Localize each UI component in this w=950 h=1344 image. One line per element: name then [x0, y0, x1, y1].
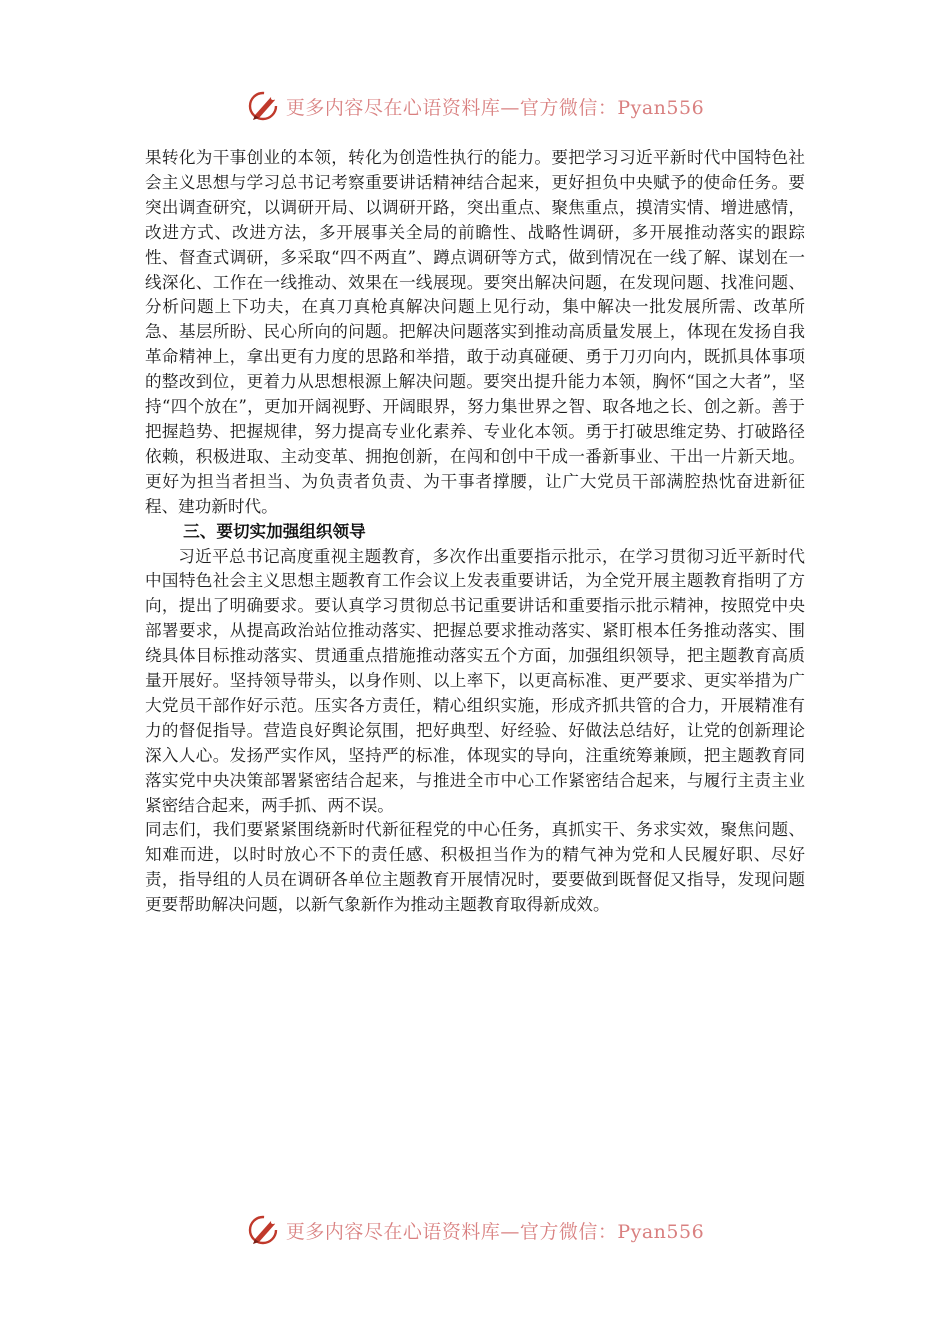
paragraph-continuation: 果转化为干事创业的本领，转化为创造性执行的能力。要把学习习近平新时代中国特色社会主义思想与学习总书记考察重要讲话精神结合起来，更好担负中央赋予的使命任务。要突出调查研究，以调研开局、以调研开路，突出重点、聚焦重点，摸清实情、增进感情，改进方式、改进方法，多开展事关全局的前瞻性、战略性调研，多开展推动落实的跟踪性、督查式调研，多采取“四不两直”、蹲点调研等方式，做到情况在一线了解、谋划在一线深化、工作在一线推动、效果在一线展现。要突出解决问题，在发现问题、找准问题、分析问题上下功夫，在真刀真枪真解决问题上见行动，集中解决一批发展所需、改革所急、基层所盼、民心所向的问题。把解决问题落实到推动高质量发展上，体现在发扬自我革命精神上，拿出更有力度的思路和举措，敢于动真碰硬、勇于刀刃向内，既抓具体事项的整改到位，更着力从思想根源上解决问题。要突出提升能力本领，胸怀“国之大者”，坚持“四个放在”，更加开阔视野、开阔眼界，努力集世界之智、取各地之长、创之新。善于把握趋势、把握规律，努力提高专业化素养、专业化本领。勇于打破思维定势、打破路径依赖，积极进取、主动变革、拥抱创新，在闯和创中干成一番新事业、干出一片新天地。更好为担当者担当、为负责者负责、为干事者撑腰，让广大党员干部满腔热忱奋进新征程、建功新时代。	[145, 148, 805, 516]
footer-banner	[0, 1210, 950, 1250]
paragraph-organization: 习近平总书记高度重视主题教育，多次作出重要指示批示，在学习贯彻习近平新时代中国特色社会主义思想主题教育工作会议上发表重要讲话，为全党开展主题教育指明了方向，提出了明确要求。要认真学习贯彻总书记重要讲话和重要指示批示精神，按照党中央部署要求，从提高政治站位推动落实、把握总要求推动落实、紧盯根本任务推动落实、围绕具体目标推动落实、贯通重点措施推动落实五个方面，加强组织领导，把主题教育高质量开展好。坚持领导带头，以身作则、以上率下，以更高标准、更严要求、更实举措为广大党员干部作好示范。压实各方责任，精心组织实施，形成齐抓共管的合力，开展精准有力的督促指导。营造良好舆论氛围，把好典型、好经验、好做法总结好，让党的创新理论深入人心。发扬严实作风，坚持严的标准，体现实的导向，注重统筹兼顾，把主题教育同落实党中央决策部署紧密结合起来，与推进全市中心工作紧密结合起来，与履行主责主业紧密结合起来，两手抓、两不误。	[145, 546, 805, 815]
section-heading: 三、要切实加强组织领导	[183, 521, 366, 541]
banner-text: 更多内容尽在心语资料库—官方微信：Pyan556	[285, 96, 705, 119]
banner-text: 更多内容尽在心语资料库—官方微信：Pyan556	[285, 1220, 705, 1243]
pen-logo-icon	[246, 1212, 282, 1248]
pen-logo-icon	[246, 88, 282, 124]
header-banner	[0, 86, 950, 126]
document-body	[145, 146, 805, 918]
paragraph-closing: 同志们，我们要紧紧围绕新时代新征程党的中心任务，真抓实干、务求实效，聚焦问题、知难而进，以时时放心不下的责任感、积极担当作为的精气神为党和人民履好职、尽好责，指导组的人员在调研各单位主题教育开展情况时，要要做到既督促又指导，发现问题更要帮助解决问题，以新气象新作为推动主题教育取得新成效。	[145, 820, 805, 915]
